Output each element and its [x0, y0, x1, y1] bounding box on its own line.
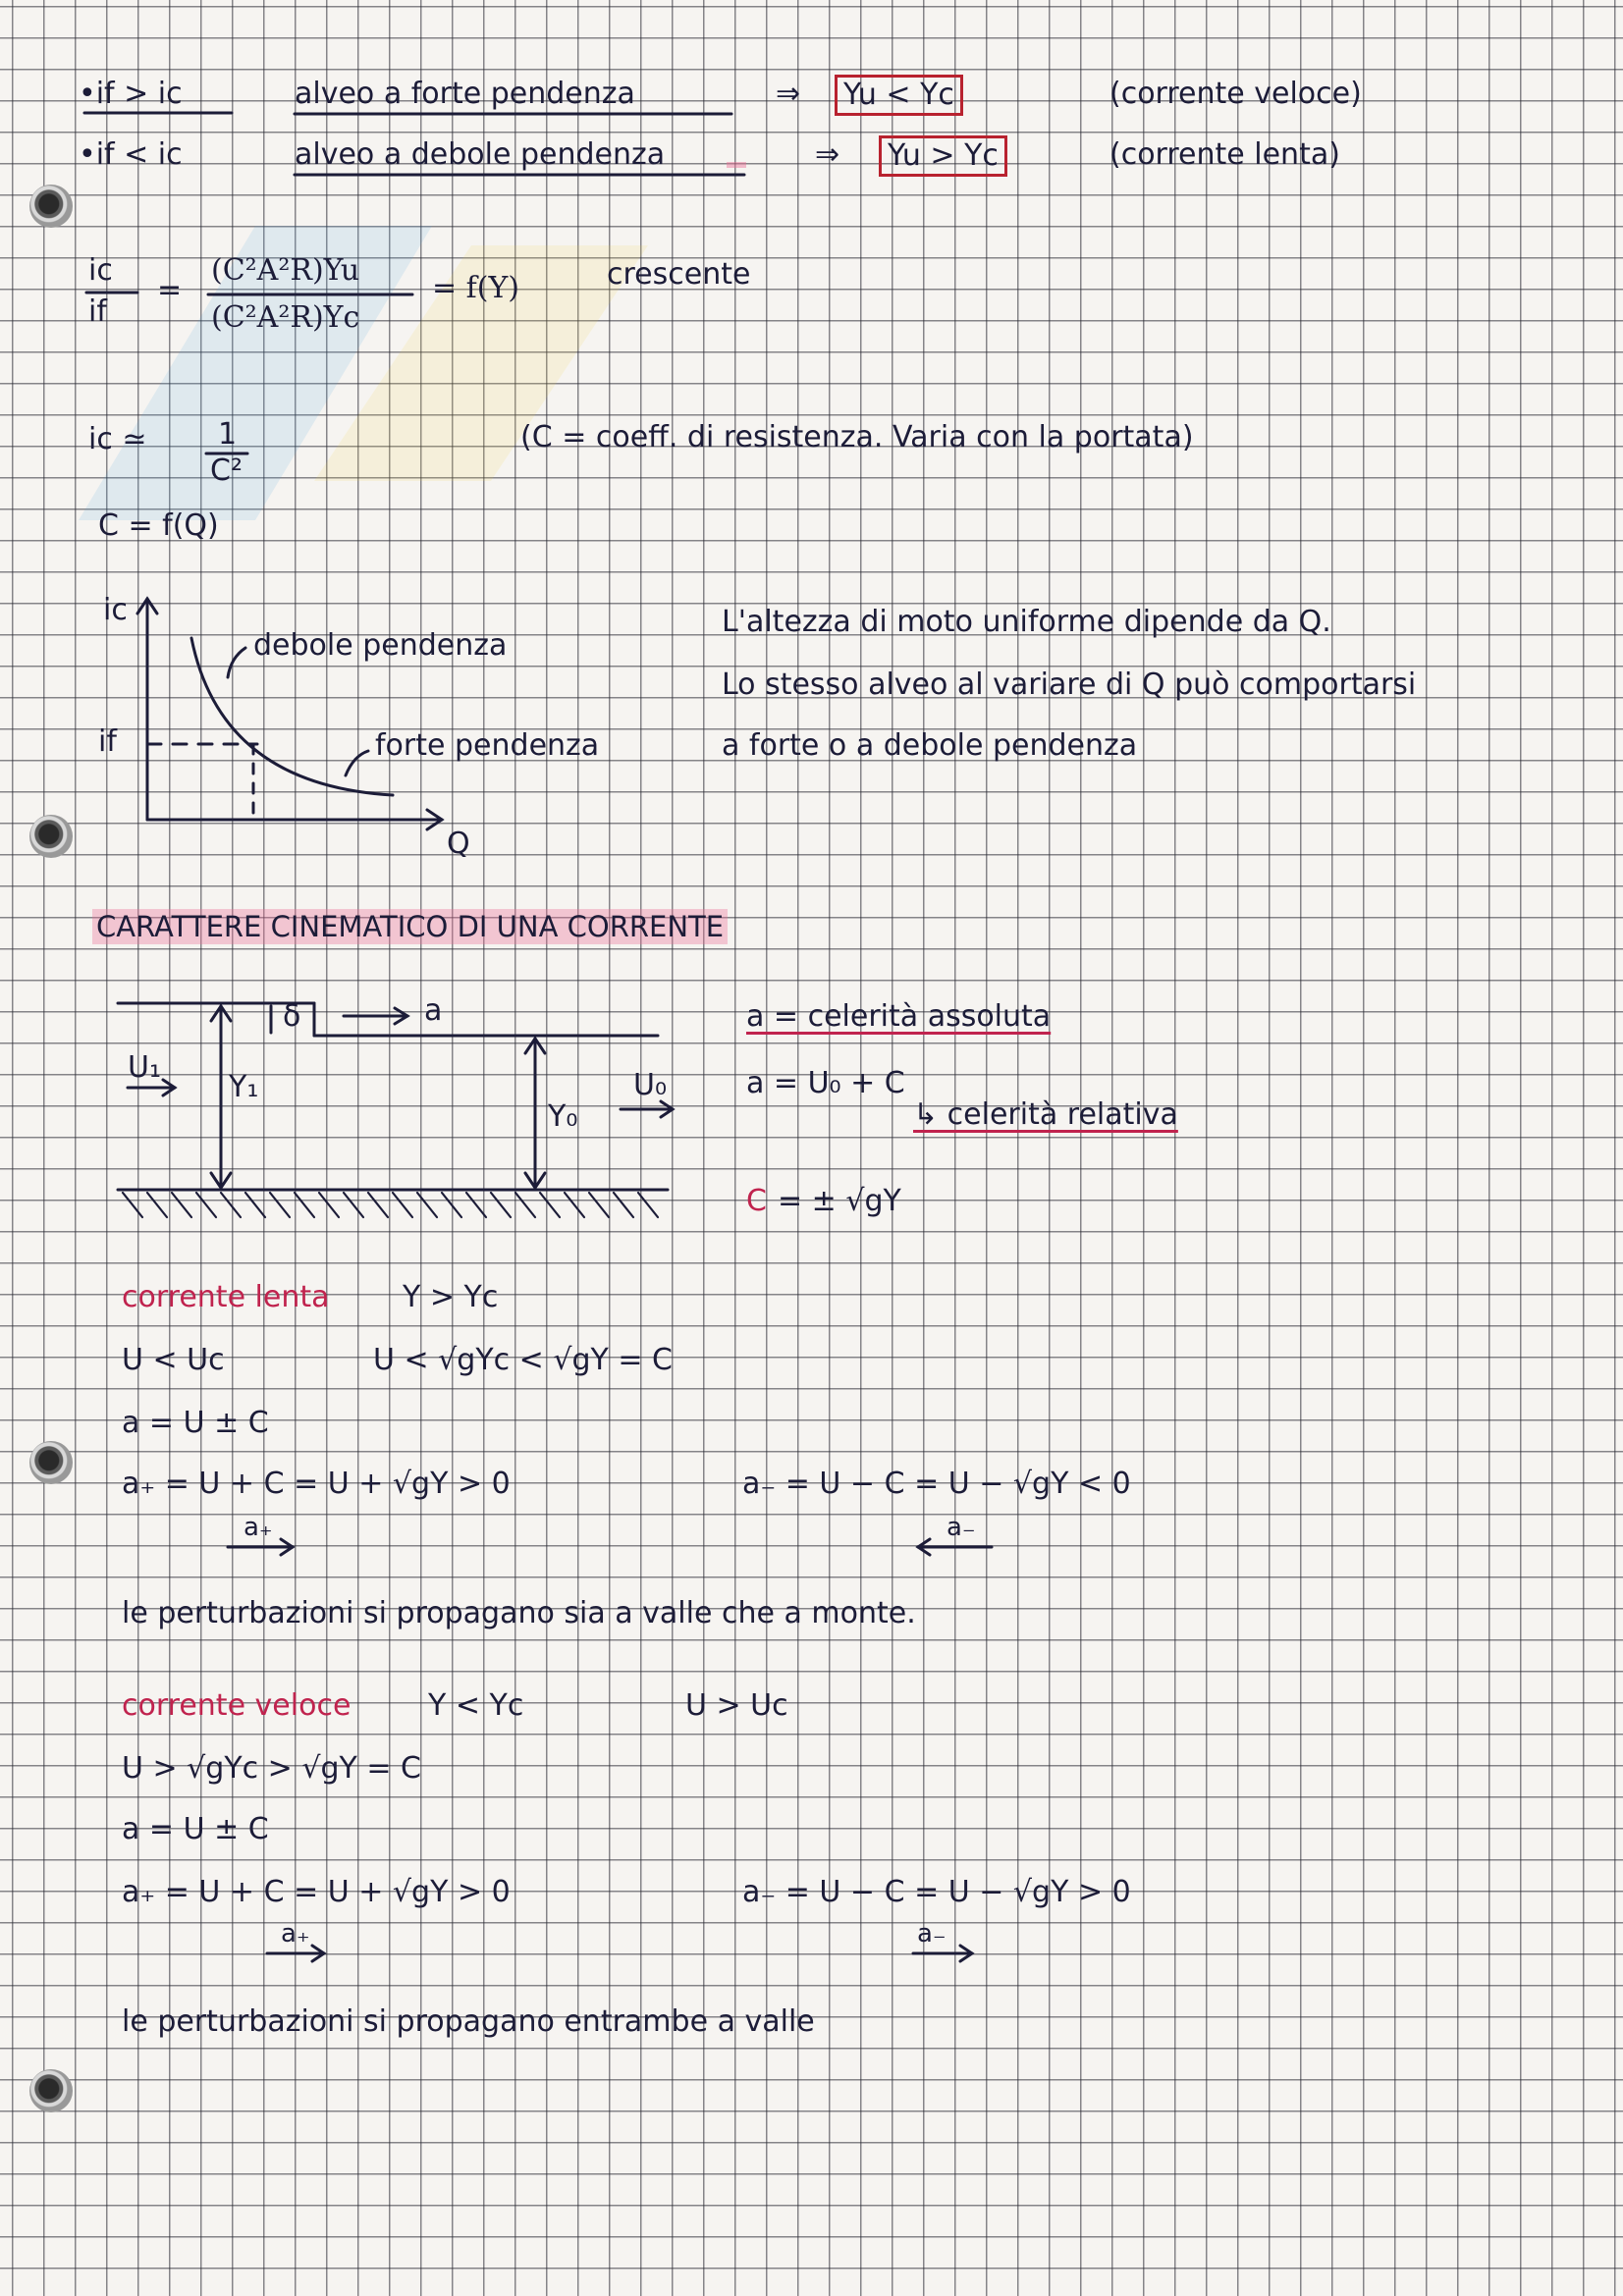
lenta-u-chain: U < √gYc < √gY = C — [373, 1343, 673, 1377]
veloce-condition: Y < Yc — [428, 1688, 524, 1723]
lenta-arrow-label-b: a₋ — [947, 1513, 976, 1542]
veloce-a-minus: a₋ = U − C = U − √gY > 0 — [742, 1875, 1131, 1909]
ic-approx: ic ≃ — [88, 422, 147, 456]
pointer-debole — [228, 648, 245, 677]
paragraph-line-3: a forte o a debole pendenza — [722, 728, 1138, 763]
boxed-yu-gt-yc: Yu > Yc — [879, 135, 1007, 177]
veloce-a-upc: a = U ± C — [122, 1812, 269, 1846]
formula-c-fq: C = f(Q) — [98, 508, 219, 543]
graph-label-debole: debole pendenza — [253, 628, 508, 663]
boxed-yu-lt-yc: Yu < Yc — [835, 75, 963, 116]
note-celerita-assoluta: a = celerità assoluta — [746, 999, 1052, 1034]
bed-hatching — [123, 1193, 658, 1217]
formula-c-symbol: C — [746, 1184, 767, 1218]
graph-ic-curve — [191, 638, 393, 795]
graph-if-label: if — [98, 724, 117, 759]
implies-arrow-1: ⇒ — [776, 77, 801, 111]
veloce-arrow-label-a: a₊ — [281, 1919, 310, 1949]
frac2-den: C² — [210, 454, 243, 488]
veloce-condition-u: U > Uc — [685, 1688, 788, 1723]
formula-a-u0-c: a = U₀ + C — [746, 1066, 905, 1100]
note-corrente-veloce: (corrente veloce) — [1109, 77, 1362, 111]
lenta-arrow-label-a: a₊ — [243, 1513, 273, 1542]
diagram-Y1: Y₁ — [229, 1070, 259, 1104]
frac-left-den: if — [88, 294, 107, 329]
frac-rhs: = f(Y) — [432, 271, 519, 305]
veloce-arrow-label-b: a₋ — [917, 1919, 947, 1949]
note-celerita-relativa: ↳ celerità relativa — [913, 1097, 1178, 1132]
frac-num: (C²A²R)Yu — [211, 253, 360, 288]
graph-label-forte: forte pendenza — [375, 728, 600, 763]
veloce-title: corrente veloce — [122, 1688, 352, 1723]
section-title: CARATTERE CINEMATICO DI UNA CORRENTE — [92, 909, 728, 944]
alveo-forte-text: alveo a forte pendenza — [295, 77, 635, 111]
diagram-U1: U₁ — [128, 1050, 161, 1085]
lenta-a-plus: a₊ = U + C = U + √gY > 0 — [122, 1467, 511, 1501]
diagram-wave-a: a — [424, 993, 443, 1028]
note-corrente-lenta: (corrente lenta) — [1109, 137, 1340, 172]
pointer-forte — [346, 751, 368, 775]
lenta-title: corrente lenta — [122, 1280, 330, 1314]
frac2-num: 1 — [218, 417, 238, 452]
cond-if-lt-ic: •if < ic — [79, 137, 183, 172]
graph-axis-q: Q — [447, 827, 470, 861]
lenta-condition: Y > Yc — [403, 1280, 499, 1314]
lenta-u-lt-uc: U < Uc — [122, 1343, 225, 1377]
lenta-a-upc: a = U ± C — [122, 1406, 269, 1440]
diagram-Y0: Y₀ — [548, 1099, 578, 1134]
note-coeff-resistenza: (C = coeff. di resistenza. Varia con la portata) — [520, 420, 1194, 454]
implies-arrow-2: ⇒ — [815, 137, 840, 172]
graph-axis-ic: ic — [103, 593, 128, 627]
frac-den: (C²A²R)Yc — [211, 300, 360, 335]
formula-c-sqrt: = ± √gY — [778, 1184, 901, 1218]
paragraph-line-1: L'altezza di moto uniforme dipende da Q. — [722, 605, 1331, 639]
veloce-a-plus: a₊ = U + C = U + √gY > 0 — [122, 1875, 511, 1909]
diagram-delta: δ — [283, 999, 301, 1034]
cond-if-gt-ic: •if > ic — [79, 77, 183, 111]
veloce-conclusion: le perturbazioni si propagano entrambe a valle — [122, 2004, 815, 2039]
lenta-conclusion: le perturbazioni si propagano sia a valle che a monte. — [122, 1596, 916, 1630]
frac-left-num: ic — [88, 253, 113, 288]
frac-eq: = — [157, 273, 183, 307]
alveo-debole-text: alveo a debole pendenza — [295, 137, 666, 172]
diagram-U0: U₀ — [633, 1068, 667, 1102]
veloce-u-chain: U > √gYc > √gY = C — [122, 1751, 421, 1786]
lenta-a-minus: a₋ = U − C = U − √gY < 0 — [742, 1467, 1131, 1501]
crescente-word: crescente — [607, 257, 751, 292]
paragraph-line-2: Lo stesso alveo al variare di Q può comportarsi — [722, 667, 1417, 702]
